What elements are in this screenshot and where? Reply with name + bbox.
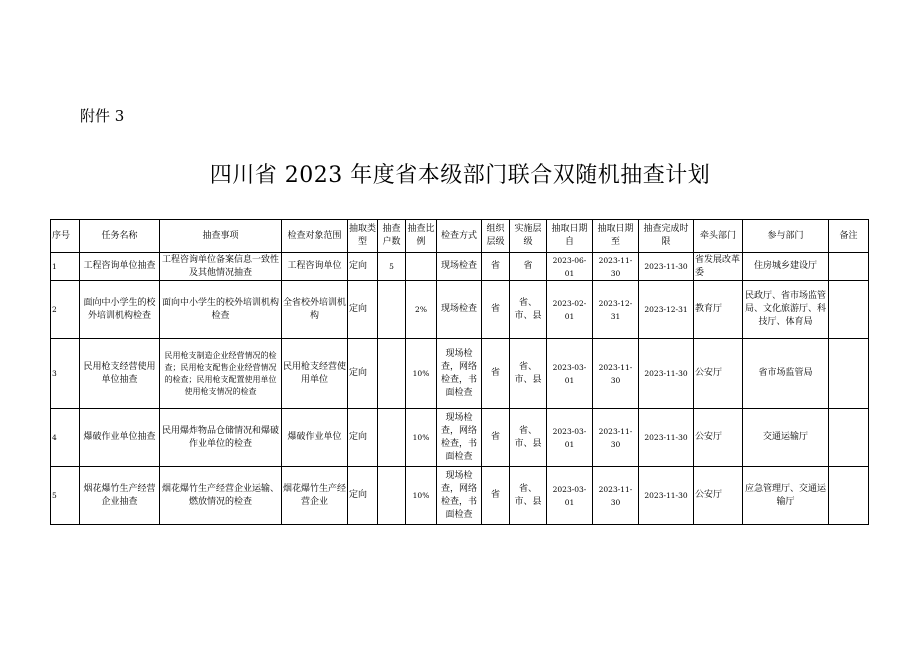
header-cell-org-level: 组织层级 (482, 220, 510, 253)
organizing-level: 省 (482, 281, 510, 339)
table-header-row (51, 220, 869, 253)
completion-deadline: 2023-11-30 (639, 409, 694, 467)
header-cell-count: 抽查户数 (378, 220, 406, 253)
participating-departments: 应急管理厅、交通运输厅 (743, 467, 829, 525)
date-from: 2023-03-01 (547, 467, 593, 525)
sample-count: 5 (378, 253, 406, 281)
date-to: 2023-12-31 (593, 281, 639, 339)
organizing-level: 省 (482, 253, 510, 281)
lead-department: 公安厅 (694, 467, 743, 525)
remarks (829, 253, 869, 281)
sample-count (378, 339, 406, 409)
inspection-method: 现场检查，网络检查，书面检查 (437, 467, 482, 525)
attachment-label: 附件 3 (80, 107, 125, 125)
header-cell-scope: 检查对象范围 (282, 220, 348, 253)
header-cell-no: 序号 (51, 220, 80, 253)
header-cell-type: 抽取类型 (348, 220, 378, 253)
organizing-level: 省 (482, 409, 510, 467)
sample-count (378, 467, 406, 525)
date-from: 2023-06-01 (547, 253, 593, 281)
participating-departments: 住房城乡建设厅 (743, 253, 829, 281)
row-number: 3 (51, 339, 80, 409)
participating-departments: 省市场监管局 (743, 339, 829, 409)
sample-ratio: 10% (406, 409, 437, 467)
task-name: 爆破作业单位抽查 (80, 409, 160, 467)
implementing-level: 省、市、县 (510, 467, 547, 525)
row-number: 4 (51, 409, 80, 467)
header-cell-deadline: 抽查完成时限 (639, 220, 694, 253)
sampling-type: 定向 (348, 339, 378, 409)
remarks (829, 409, 869, 467)
sampling-type: 定向 (348, 253, 378, 281)
inspection-item: 民用爆炸物品仓储情况和爆破作业单位的检查 (160, 409, 282, 467)
inspection-scope: 爆破作业单位 (282, 409, 348, 467)
inspection-method: 现场检查 (437, 281, 482, 339)
inspection-item: 民用枪支制造企业经营情况的检查；民用枪支配售企业经营情况的检查；民用枪支配置使用单位使用枪支情况的检查 (160, 339, 282, 409)
inspection-item: 面向中小学生的校外培训机构检查 (160, 281, 282, 339)
sample-count (378, 281, 406, 339)
inspection-item: 烟花爆竹生产经营企业运输、燃放情况的检查 (160, 467, 282, 525)
participating-departments: 交通运输厅 (743, 409, 829, 467)
document-title: 四川省 2023 年度省本级部门联合双随机抽查计划 (209, 163, 711, 188)
task-name: 烟花爆竹生产经营企业抽查 (80, 467, 160, 525)
table-row (51, 467, 869, 525)
inspection-method: 现场检查 (437, 253, 482, 281)
task-name: 工程咨询单位抽查 (80, 253, 160, 281)
header-cell-from: 抽取日期自 (547, 220, 593, 253)
participating-departments: 民政厅、省市场监管局、文化旅游厅、科技厅、体育局 (743, 281, 829, 339)
date-to: 2023-11-30 (593, 467, 639, 525)
date-from: 2023-03-01 (547, 409, 593, 467)
header-cell-to: 抽取日期至 (593, 220, 639, 253)
lead-department: 公安厅 (694, 339, 743, 409)
date-from: 2023-03-01 (547, 339, 593, 409)
inspection-scope: 全省校外培训机构 (282, 281, 348, 339)
sampling-type: 定向 (348, 409, 378, 467)
inspection-method: 现场检查，网络检查，书面检查 (437, 339, 482, 409)
table-row (51, 253, 869, 281)
implementing-level: 省、市、县 (510, 281, 547, 339)
implementing-level: 省、市、县 (510, 339, 547, 409)
task-name: 面向中小学生的校外培训机构检查 (80, 281, 160, 339)
header-cell-ratio: 抽查比例 (406, 220, 437, 253)
implementing-level: 省 (510, 253, 547, 281)
sample-ratio: 10% (406, 339, 437, 409)
sample-ratio: 2% (406, 281, 437, 339)
sample-count (378, 409, 406, 467)
header-cell-item: 抽查事项 (160, 220, 282, 253)
organizing-level: 省 (482, 467, 510, 525)
organizing-level: 省 (482, 339, 510, 409)
header-cell-method: 检查方式 (437, 220, 482, 253)
completion-deadline: 2023-12-31 (639, 281, 694, 339)
sample-ratio: 10% (406, 467, 437, 525)
remarks (829, 339, 869, 409)
implementing-level: 省、市、县 (510, 409, 547, 467)
remarks (829, 281, 869, 339)
header-cell-partners: 参与部门 (743, 220, 829, 253)
inspection-scope: 民用枪支经营使用单位 (282, 339, 348, 409)
date-to: 2023-11-30 (593, 253, 639, 281)
lead-department: 公安厅 (694, 409, 743, 467)
sampling-type: 定向 (348, 467, 378, 525)
inspection-item: 工程咨询单位备案信息一致性及其他情况抽查 (160, 253, 282, 281)
completion-deadline: 2023-11-30 (639, 467, 694, 525)
header-cell-note: 备注 (829, 220, 869, 253)
inspection-scope: 工程咨询单位 (282, 253, 348, 281)
lead-department: 省发展改革委 (694, 253, 743, 281)
row-number: 5 (51, 467, 80, 525)
lead-department: 教育厅 (694, 281, 743, 339)
row-number: 1 (51, 253, 80, 281)
completion-deadline: 2023-11-30 (639, 339, 694, 409)
header-cell-impl-level: 实施层级 (510, 220, 547, 253)
header-cell-lead: 牵头部门 (694, 220, 743, 253)
header-cell-task: 任务名称 (80, 220, 160, 253)
row-number: 2 (51, 281, 80, 339)
inspection-scope: 烟花爆竹生产经营企业 (282, 467, 348, 525)
date-to: 2023-11-30 (593, 409, 639, 467)
remarks (829, 467, 869, 525)
table-row (51, 409, 869, 467)
inspection-method: 现场检查，网络检查，书面检查 (437, 409, 482, 467)
completion-deadline: 2023-11-30 (639, 253, 694, 281)
date-from: 2023-02-01 (547, 281, 593, 339)
date-to: 2023-11-30 (593, 339, 639, 409)
table-row (51, 339, 869, 409)
inspection-plan-table (50, 219, 869, 525)
task-name: 民用枪支经营使用单位抽查 (80, 339, 160, 409)
sample-ratio (406, 253, 437, 281)
table-row (51, 281, 869, 339)
sampling-type: 定向 (348, 281, 378, 339)
